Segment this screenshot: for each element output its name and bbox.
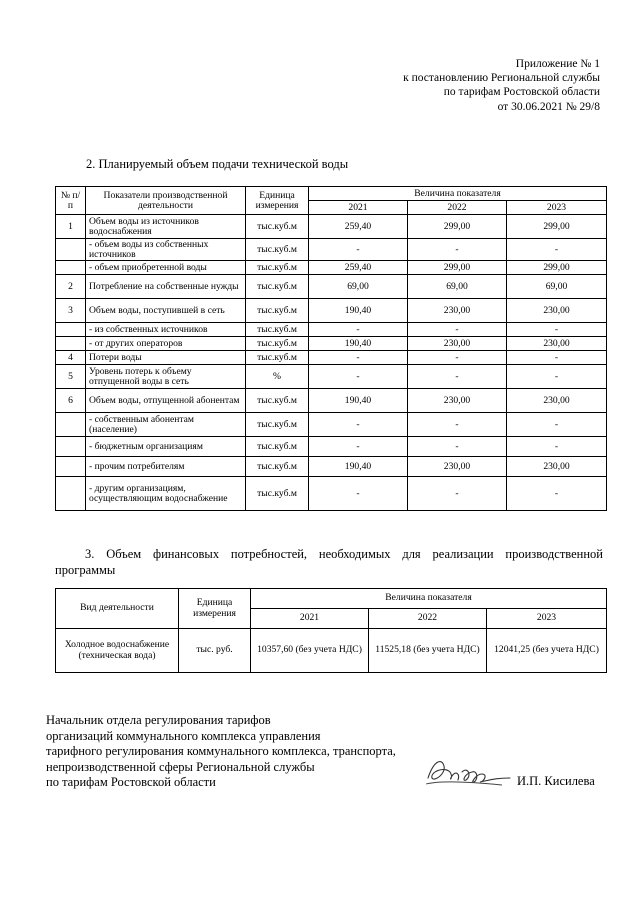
section2-title: 2. Планируемый объем подачи технической воды: [86, 157, 349, 171]
year-header: 2022: [369, 609, 487, 629]
position-line: тарифного регулирования коммунального комплекса, транспорта,: [46, 744, 396, 758]
table-row: [56, 299, 607, 323]
indicator-cell: - от других операторов: [86, 337, 246, 351]
value-cell: -: [408, 477, 507, 511]
value-cell: -: [507, 351, 607, 365]
unit-cell: тыс.куб.м: [246, 389, 309, 413]
value-cell: 230,00: [408, 457, 507, 477]
indicator-cell: - объем приобретенной воды: [86, 261, 246, 275]
row-number-cell: 1: [56, 215, 86, 239]
signatory-position: [46, 713, 396, 791]
col-header-value: Величина показателя: [309, 187, 607, 201]
row-number-cell: 5: [56, 365, 86, 389]
value-cell: 190,40: [309, 299, 408, 323]
value-cell: 299,00: [408, 215, 507, 239]
unit-cell: тыс.куб.м: [246, 413, 309, 437]
value-cell: 230,00: [408, 389, 507, 413]
unit-cell: тыс. руб.: [179, 629, 251, 673]
value-cell: 230,00: [408, 337, 507, 351]
unit-cell: тыс.куб.м: [246, 323, 309, 337]
indicator-cell: - другим организациям, осуществляющим водоснабжение: [86, 477, 246, 511]
value-cell: -: [309, 437, 408, 457]
position-line: организаций коммунального комплекса управления: [46, 728, 321, 743]
indicator-cell: Объем воды из источников водоснабжения: [86, 215, 246, 239]
value-cell: 299,00: [507, 261, 607, 275]
water-volume-table: [55, 186, 607, 511]
unit-cell: тыс.куб.м: [246, 275, 309, 299]
col-header-unit: Единица измерения: [179, 589, 251, 629]
indicator-cell: - объем воды из собственных источников: [86, 239, 246, 261]
col-header-num: № п/п: [56, 187, 86, 215]
col-header-value: Величина показателя: [251, 589, 607, 609]
section3-title: 3. Объем финансовых потребностей, необходимых для реализации производственной программы: [55, 547, 603, 577]
row-number-cell: 2: [56, 275, 86, 299]
table-row: [56, 477, 607, 511]
indicator-cell: - собственным абонентам (население): [86, 413, 246, 437]
unit-cell: тыс.куб.м: [246, 239, 309, 261]
indicator-cell: Объем воды, поступившей в сеть: [86, 299, 246, 323]
value-cell: 10357,60 (без учета НДС): [251, 629, 369, 673]
position-line: непроизводственной сферы Региональной службы: [46, 759, 315, 774]
value-cell: -: [309, 413, 408, 437]
value-cell: -: [408, 323, 507, 337]
table-row: [56, 275, 607, 299]
appendix-resolution: к постановлению Региональной службы: [403, 72, 600, 85]
value-cell: -: [408, 239, 507, 261]
value-cell: 230,00: [408, 299, 507, 323]
value-cell: -: [507, 365, 607, 389]
indicator-cell: Уровень потерь к объему отпущенной воды в сеть: [86, 365, 246, 389]
row-number-cell: 4: [56, 351, 86, 365]
position-line: по тарифам Ростовской области: [46, 775, 216, 789]
value-cell: 259,40: [309, 261, 408, 275]
indicator-cell: - бюджетным организациям: [86, 437, 246, 457]
value-cell: 230,00: [507, 389, 607, 413]
value-cell: 230,00: [507, 299, 607, 323]
row-number-cell: [56, 413, 86, 437]
row-number-cell: [56, 239, 86, 261]
value-cell: -: [309, 351, 408, 365]
unit-cell: тыс.куб.м: [246, 261, 309, 275]
table-row: [56, 351, 607, 365]
unit-cell: тыс.куб.м: [246, 437, 309, 457]
table-row: [56, 323, 607, 337]
value-cell: 11525,18 (без учета НДС): [369, 629, 487, 673]
table-row: [56, 261, 607, 275]
year-header: 2021: [309, 201, 408, 215]
unit-cell: тыс.куб.м: [246, 299, 309, 323]
row-number-cell: [56, 477, 86, 511]
indicator-cell: - прочим потребителям: [86, 457, 246, 477]
value-cell: 69,00: [309, 275, 408, 299]
value-cell: 69,00: [507, 275, 607, 299]
value-cell: -: [408, 365, 507, 389]
value-cell: -: [507, 477, 607, 511]
table-row: [56, 239, 607, 261]
value-cell: 299,00: [408, 261, 507, 275]
row-number-cell: 6: [56, 389, 86, 413]
value-cell: -: [507, 437, 607, 457]
indicator-cell: Потребление на собственные нужды: [86, 275, 246, 299]
table-row: [56, 457, 607, 477]
financial-needs-table: [55, 588, 607, 673]
value-cell: 190,40: [309, 389, 408, 413]
year-header: 2023: [507, 201, 607, 215]
unit-cell: тыс.куб.м: [246, 477, 309, 511]
unit-cell: тыс.куб.м: [246, 457, 309, 477]
appendix-number: Приложение № 1: [515, 58, 600, 70]
col-header-activity: Вид деятельности: [56, 589, 179, 629]
table-row: [56, 365, 607, 389]
col-header-unit: Единица измерения: [246, 187, 309, 215]
unit-cell: тыс.куб.м: [246, 215, 309, 239]
unit-cell: %: [246, 365, 309, 389]
value-cell: -: [507, 413, 607, 437]
table-row: [56, 629, 607, 673]
col-header-indicator: Показатели производственной деятельности: [86, 187, 246, 215]
value-cell: 259,40: [309, 215, 408, 239]
row-number-cell: [56, 437, 86, 457]
value-cell: 299,00: [507, 215, 607, 239]
value-cell: 190,40: [309, 337, 408, 351]
value-cell: 190,40: [309, 457, 408, 477]
year-header: 2022: [408, 201, 507, 215]
appendix-authority: по тарифам Ростовской области: [443, 86, 600, 99]
value-cell: 230,00: [507, 337, 607, 351]
value-cell: -: [408, 351, 507, 365]
value-cell: 12041,25 (без учета НДС): [487, 629, 607, 673]
signatory-name: И.П. Кисилева: [517, 774, 595, 788]
table-row: [56, 437, 607, 457]
indicator-cell: Потери воды: [86, 351, 246, 365]
value-cell: -: [309, 323, 408, 337]
appendix-date: от 30.06.2021 № 29/8: [497, 100, 600, 113]
year-header: 2021: [251, 609, 369, 629]
handwritten-signature: [422, 752, 514, 794]
value-cell: 230,00: [507, 457, 607, 477]
row-number-cell: [56, 323, 86, 337]
indicator-cell: - из собственных источников: [86, 323, 246, 337]
value-cell: -: [309, 239, 408, 261]
row-number-cell: [56, 337, 86, 351]
table-row: [56, 337, 607, 351]
appendix-header: [403, 57, 600, 114]
activity-cell: Холодное водоснабжение (техническая вода): [56, 629, 179, 673]
value-cell: -: [507, 323, 607, 337]
indicator-cell: Объем воды, отпущенной абонентам: [86, 389, 246, 413]
unit-cell: тыс.куб.м: [246, 351, 309, 365]
table-row: [56, 215, 607, 239]
row-number-cell: [56, 261, 86, 275]
value-cell: -: [507, 239, 607, 261]
value-cell: -: [309, 477, 408, 511]
position-line: Начальник отдела регулирования тарифов: [46, 713, 271, 727]
year-header: 2023: [487, 609, 607, 629]
value-cell: -: [408, 437, 507, 457]
row-number-cell: [56, 457, 86, 477]
table-row: [56, 389, 607, 413]
table-row: [56, 413, 607, 437]
value-cell: -: [408, 413, 507, 437]
row-number-cell: 3: [56, 299, 86, 323]
value-cell: 69,00: [408, 275, 507, 299]
unit-cell: тыс.куб.м: [246, 337, 309, 351]
value-cell: -: [309, 365, 408, 389]
